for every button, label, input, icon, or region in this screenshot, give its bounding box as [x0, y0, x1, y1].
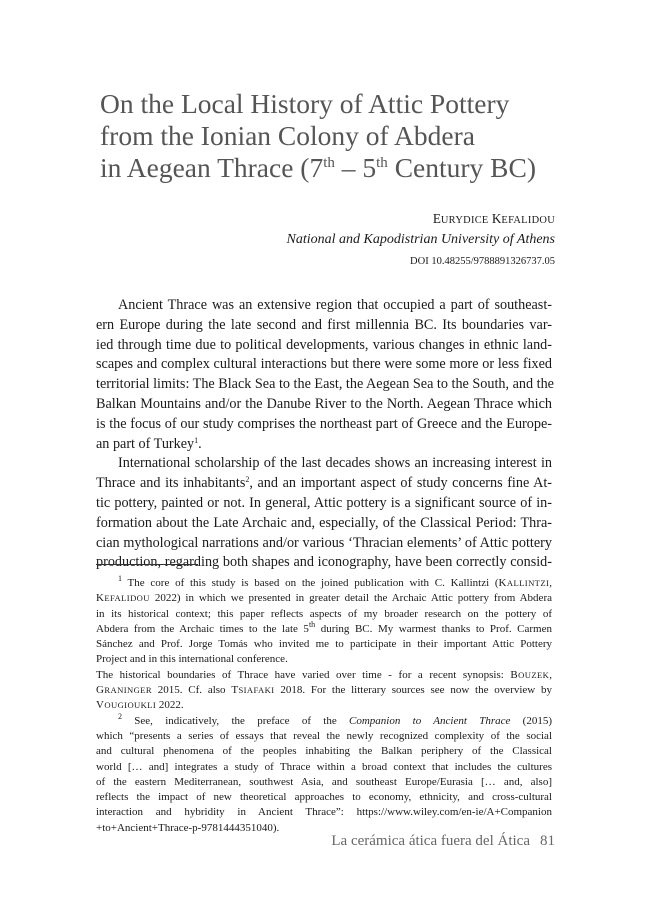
- body-line: ern Europe during the late second and first millennia BC. Its boundaries var-: [96, 316, 552, 333]
- body-line: formation about the Late Archaic and, especially, of the Classical Period: Thra-: [96, 514, 552, 531]
- title-line-2: from the Ionian Colony of Abdera: [100, 120, 475, 151]
- running-footer: [331, 833, 555, 850]
- footnote-line: +to+Ancient+Thrace-p-9781444351040).: [96, 821, 280, 834]
- page-number: 81: [540, 833, 555, 849]
- footnote-ref-2[interactable]: 2: [245, 475, 250, 485]
- footnote-line: Project and in this international conference.: [96, 653, 288, 666]
- body-line: is the focus of our study comprises the northeast part of Greece and the Europe-: [96, 415, 552, 432]
- title-line-1: On the Local History of Attic Pottery: [100, 88, 510, 119]
- footnote-line: $^2$ See, indicatively, the preface of the Companion to Ancient Thrace (2015): [118, 711, 552, 727]
- body-line: Thrace and its inhabitants$^2$, and an important aspect of study concerns fine At-: [96, 475, 552, 492]
- footnote-separator: [96, 564, 198, 565]
- body-line: scapes and complex cultural interactions but there were some more or less fixed: [96, 356, 552, 373]
- footnote-line: The historical boundaries of Thrace have varied over time - for a recent synopsis: BOUZEK,: [96, 668, 552, 681]
- body-text: [96, 296, 552, 573]
- body-line: ied through time due to political developments, various changes in ethnic land-: [96, 336, 552, 353]
- footnotes: [96, 576, 552, 836]
- body-line: territorial limits: The Black Sea to the East, the Aegean Sea to the South, and the: [96, 376, 554, 393]
- body-line: Balkan Mountains and/or the Danube River to the North. Aegean Thrace which: [96, 395, 552, 412]
- body-line: production, regarding both shapes and iconography, have been correctly consid-: [96, 554, 552, 571]
- author-name: EURYDICE KEFALIDOU: [432, 211, 555, 226]
- body-line: cian mythological narrations and/or various ‘Thracian elements’ of Attic pottery: [96, 534, 552, 551]
- footnote-line: Sánchez and Prof. Jorge Tomás who invited me to participate in their important Attic Pottery: [96, 638, 552, 651]
- footnote-ref-1[interactable]: 1: [194, 435, 199, 445]
- title-line-3: in Aegean Thrace (7th – 5th Century BC): [100, 152, 537, 183]
- footnote-line: interaction and hybridity in Ancient Thrace”: https://www.wiley.com/en-ie/A+Companion: [96, 806, 552, 819]
- footnote-line: which “presents a series of essays that reveal the newly recognized complexity of the social: [96, 729, 552, 742]
- book-title: La cerámica ática fuera del Ática: [331, 833, 530, 849]
- footnote-line: $^1$ The core of this study is based on the joined publication with C. Kallintzi (KALLINTZI,: [118, 574, 552, 589]
- footnote-line: in its historical context; this paper reflects aspects of my broader research on the pottery of: [96, 607, 552, 620]
- body-line: tic pottery, painted or not. In general, Attic pottery is a significant source of in-: [96, 494, 552, 511]
- footnote-line: world [… and] integrates a study of Thrace within a broad context that includes the cultures: [96, 760, 552, 773]
- footnote-line: reflects the impact of new theoretical approaches to economy, ethnicity, and cross-cultural: [96, 791, 552, 804]
- footnote-line: KEFALIDOU 2022) in which we presented in greater detail the Archaic Attic pottery from Abdera: [96, 592, 552, 605]
- footnote-line: VOUGIOUKLI 2022.: [96, 699, 184, 712]
- doi: DOI 10.48255/9788891326737.05: [410, 256, 555, 267]
- paper-title: [100, 88, 570, 184]
- author-affiliation: National and Kapodistrian University of Athens: [286, 232, 555, 247]
- body-line: an part of Turkey$^1$.: [96, 435, 202, 452]
- footnote-line: of the eastern Mediterranean, southwest Asia, and southeast Europe/Eurasia [… and, also]: [96, 775, 552, 788]
- body-line: Ancient Thrace was an extensive region that occupied a part of southeast-: [118, 297, 552, 313]
- body-line: International scholarship of the last decades shows an increasing interest in: [118, 455, 552, 472]
- footnote-line: GRANINGER 2015. Cf. also TSIAFAKI 2018. For the litterary sources see now the overview by: [96, 684, 552, 697]
- footnote-line: and cultural phenomena of the peoples inhabiting the Balkan periphery of the Classical: [96, 745, 552, 758]
- footnote-line: Abdera from the Archaic times to the late 5th during BC. My warmest thanks to Prof. Carmen: [96, 619, 552, 635]
